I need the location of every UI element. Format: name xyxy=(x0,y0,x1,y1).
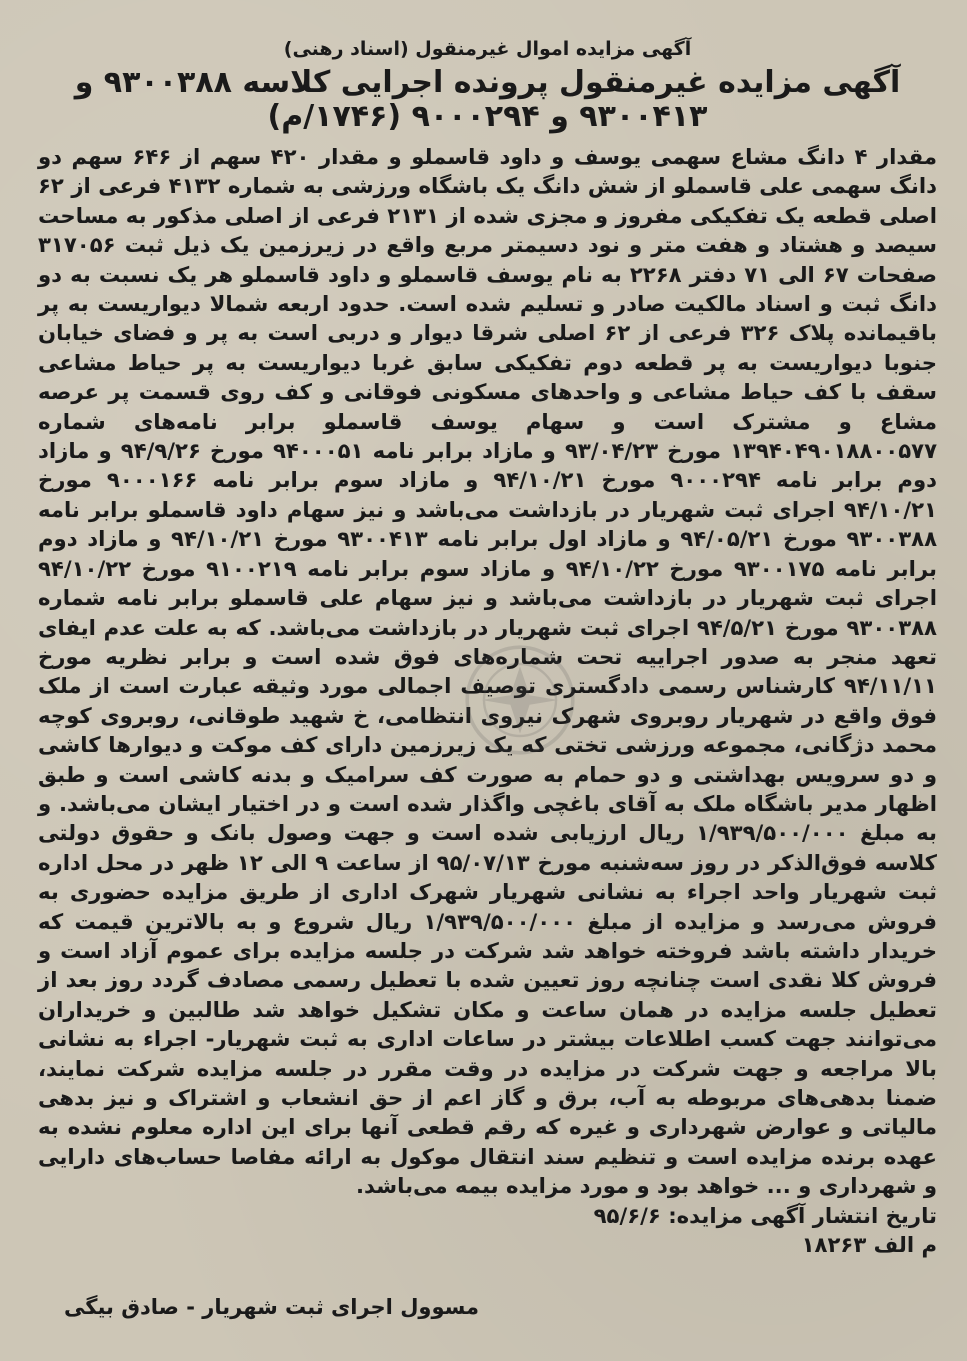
signature-line: مسوول اجرای ثبت شهریار - صادق بیگی xyxy=(64,1295,480,1319)
notice-footer xyxy=(38,1201,937,1260)
watermark-emblem-icon xyxy=(460,640,580,760)
notice-title: آگهی مزایده غیرمنقول پرونده اجرایی کلاسه ۹۳۰۰۳۸۸ و ۹۳۰۰۴۱۳ و ۹۰۰۰۲۹۴ (۱۷۴۶/م) xyxy=(74,65,901,134)
publish-date: تاریخ انتشار آگهی مزایده: ۹۵/۶/۶ xyxy=(593,1202,937,1228)
notice-body: مقدار ۴ دانگ مشاع سهمی یوسف و داود قاسملو و مقدار ۴۲۰ سهم از ۶۴۶ سهم دو دانگ سهمی علی قاسملو از شش دانگ یک باشگاه ورزشی به شماره ۴۱۳۲ فرعی از ۶۲ اصلی قطعه یک تفکیکی مفروز و مجزی شده از ۲۱۳۱ فرعی از اصلی مذکور به مساحت سیصد و هشتاد و هفت متر و نود دسیمتر مربع واقع در زیرزمین یک ذیل ثبت ۳۱۷۰۵۶ صفحات ۶۷ الی ۷۱ دفتر ۲۲۶۸ به نام یوسف قاسملو و داود قاسملو هر یک نسبت به دو دانگ ثبت و اسناد مالکیت صادر و تسلیم شده است. حدود اربعه شمالا دیواریست به پر باقیمانده پلاک ۳۲۶ فرعی از ۶۲ اصلی شرقا دیوار و دربی است به پر و فضای خیابان جنوبا دیواریست به پر قطعه دوم تفکیکی سابق غربا دیواریست به پر حیاط مشاعی سقف با کف حیاط مشاعی و واحدهای مسکونی فوقانی و کف روی قسمت پر عرصه مشاع و مشترک است و سهام یوسف قاسملو برابر نامه‌های شماره ۱۳۹۴۰۴۹۰۱۸۸۰۰۵۷۷ مورخ ۹۳/۰۴/۲۳ و مازاد برابر نامه ۹۴۰۰۰۵۱ مورخ ۹۴/۹/۲۶ و مازاد دوم برابر نامه ۹۰۰۰۲۹۴ مورخ ۹۴/۱۰/۲۱ و مازاد سوم برابر نامه ۹۰۰۰۱۶۶ مورخ ۹۴/۱۰/۲۱ اجرای ثبت شهریار در بازداشت می‌باشد و نیز سهام داود قاسملو برابر نامه ۹۳۰۰۳۸۸ مورخ ۹۴/۰۵/۲۱ و مازاد اول برابر نامه ۹۳۰۰۴۱۳ مورخ ۹۴/۱۰/۲۱ و مازاد دوم برابر نامه ۹۳۰۰۱۷۵ مورخ ۹۴/۱۰/۲۲ و مازاد سوم برابر نامه ۹۱۰۰۲۱۹ مورخ ۹۴/۱۰/۲۲ اجرای ثبت شهریار در بازداشت می‌باشد و نیز سهام علی قاسملو برابر نامه شماره ۹۳۰۰۳۸۸ مورخ ۹۴/۵/۲۱ اجرای ثبت شهریار در بازداشت می‌باشد. که به علت عدم ایفای تعهد منجر به صدور اجراییه تحت شماره‌های فوق شده است و برابر نظریه مورخ ۹۴/۱۱/۱۱ کارشناس رسمی دادگستری توصیف اجمالی مورد وثیقه عبارت است از ملک فوق واقع در شهریار روبروی شهرک نیروی انتظامی، خ شهید طوقانی، روبروی کوچه محمد دژگانی، مجموعه ورزشی تختی که یک زیرزمین دارای کف موکت و دیوارها کاشی و دو سرویس بهداشتی و دو حمام به صورت کف سرامیک و بدنه کاشی است و طبق اظهار مدیر باشگاه ملک به آقای باغچی واگذار شده است و در اختیار ایشان می‌باشد. و به مبلغ ۱/۹۳۹/۵۰۰/۰۰۰ ریال ارزیابی شده است و جهت وصول بانک و حقوق دولتی کلاسه فوق‌الذکر در روز سه‌شنبه مورخ ۹۵/۰۷/۱۳ از ساعت ۹ الی ۱۲ ظهر در محل اداره ثبت شهریار واحد اجراء به نشانی شهریار شهرک اداری از طریق مزایده حضوری به فروش می‌رسد و مزایده از مبلغ ۱/۹۳۹/۵۰۰/۰۰۰ ریال شروع و به بالاترین قیمت که خریدار داشته باشد فروخته خواهد شد شرکت در جلسه مزایده برای عموم آزاد است و فروش کلا نقدی است چنانچه روز تعیین شده با تعطیل رسمی مصادف گردد روز بعد از تعطیل جلسه مزایده در همان ساعت و مکان تشکیل خواهد شد طالبین و خریداران می‌توانند جهت کسب اطلاعات بیشتر در ساعات اداری به ثبت شهریار- اجراء به نشانی بالا مراجعه و جهت شرکت در مزایده در وقت مقرر در جلسه مزایده شرکت نمایند، ضمنا بدهی‌های مربوطه به آب، برق و گاز اعم از حق انشعاب و اشتراک و نیز بدهی مالیاتی و عوارض شهرداری و غیره که رقم قطعی آنها برای این اداره معلوم نشده به عهده برنده مزایده است و تنظیم سند انتقال موکول به ارائه مفاصا حساب‌های دارایی و شهرداری و ... خواهد بود و مورد مزایده بیمه می‌باشد. xyxy=(38,144,938,1199)
notice-code: م الف ۱۸۲۶۳ xyxy=(801,1232,937,1258)
notice-category-heading: آگهی مزایده اموال غیرمنقول (اسناد رهنی) xyxy=(283,38,692,60)
